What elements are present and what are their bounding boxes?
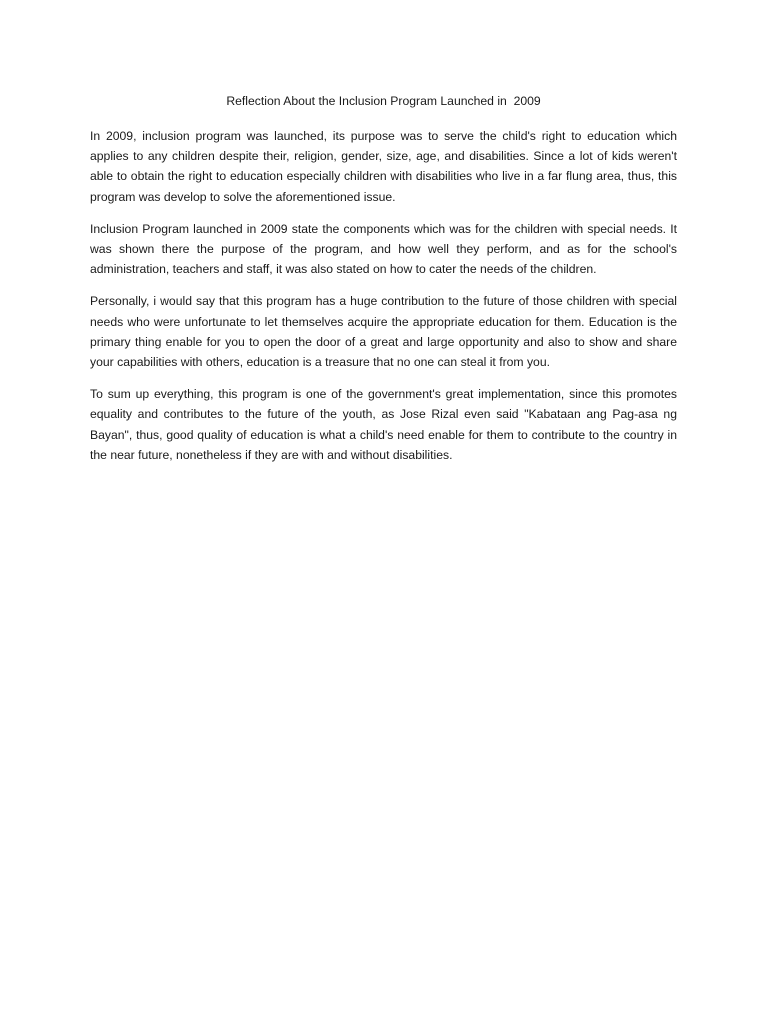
paragraph-2: Inclusion Program launched in 2009 state the components which was for the children with special needs. It was shown there the purpose of the program, and how well they perform, and as for the school's administration, teachers and staff, it was also stated on how to cater the needs of the children. <box>90 221 677 277</box>
paragraph-1: In 2009, inclusion program was launched, its purpose was to serve the child's right to education which applies to any children despite their, religion, gender, size, age, and disabilities. Since a lot of kids weren't able to obtain the right to education especially children with disabilities who live in a far flung area, thus, this program was develop to solve the aforementioned issue. <box>90 129 677 204</box>
paragraph-4: To sum up everything, this program is one of the government's great implementation, since this promotes equality and contributes to the future of the youth, as Jose Rizal even said "Kabataan ang Pag-asa ng Bayan", thus, good quality of education is what a child's need enable for them to contribute to the country in the near future, nonetheless if they are with and without disabilities. <box>90 387 677 462</box>
document-title: Reflection About the Inclusion Program Launched in 2009 <box>226 94 541 108</box>
paragraph-3: Personally, i would say that this program has a huge contribution to the future of those children with special needs who were unfortunate to let themselves acquire the appropriate education for them. Education is the primary thing enable for you to open the door of a great and large opportunity and also to show and share your capabilities with others, education is a treasure that no one can steal it from you. <box>90 294 677 370</box>
